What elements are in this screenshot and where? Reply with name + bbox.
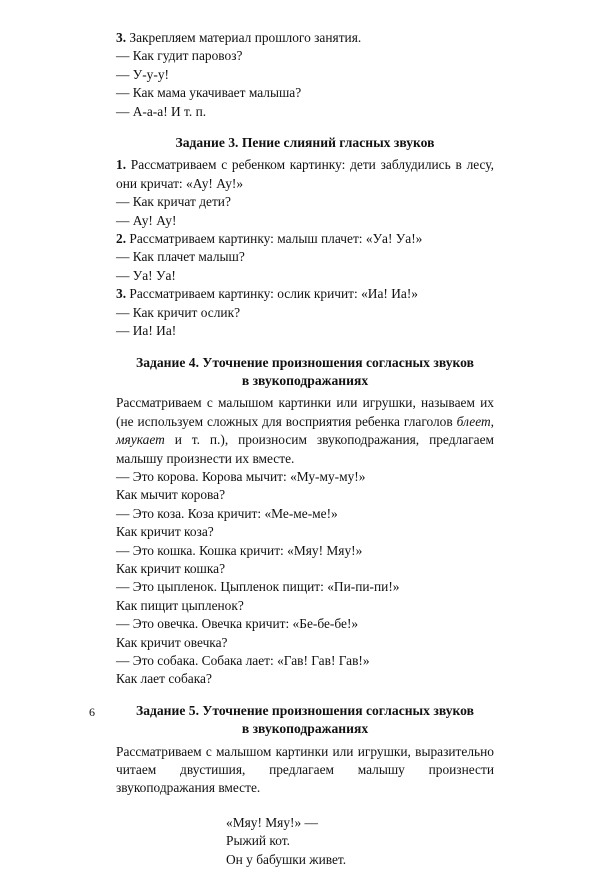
dialogue-line: — Как кричат дети? — [116, 194, 231, 210]
dialogue-line: — Это цыпленок. Цыпленок пищит: «Пи-пи-пи!» — [116, 579, 400, 595]
dialogue-line: — Как гудит паровоз? — [116, 48, 243, 64]
intro-text: и т. п.), произносим звукоподражания, предлагаем малышу произнести их вместе. — [116, 432, 494, 466]
poem — [116, 814, 494, 869]
dialogue-line: — У-у-у! — [116, 66, 169, 82]
dialogue-line: — Это коза. Коза кричит: «Ме-ме-ме!» — [116, 505, 338, 521]
heading-line: Задание 4. Уточнение произношения согласных звуков — [136, 354, 474, 370]
heading-line: в звукоподражаниях — [241, 721, 369, 737]
step-3-paragraph — [116, 29, 494, 47]
intro-text: Рассматриваем с малышом картинки или игрушки, называем их (не используем сложных для восприятия ребенка глаголов — [116, 395, 494, 429]
dialogue-line: Как кричит коза? — [116, 524, 214, 540]
item-number: 1. — [116, 157, 127, 173]
task-5-heading — [116, 702, 494, 739]
poem-line: Рыжий кот. — [226, 833, 290, 849]
dialogue-line: Как мычит корова? — [116, 487, 226, 503]
dialogue-line: — Как мама укачивает малыша? — [116, 85, 302, 101]
dialogue-line: Как кричит овечка? — [116, 634, 228, 650]
dialogue-line: Как пищит цыпленок? — [116, 597, 244, 613]
dialogue-line: Как кричит кошка? — [116, 560, 226, 576]
dialogue-line: — Это овечка. Овечка кричит: «Бе-бе-бе!» — [116, 616, 359, 632]
step-number: 3. — [116, 30, 127, 45]
intro-verb: блеет — [456, 413, 491, 429]
item-text: Рассматриваем картинку: ослик кричит: «Иа! Иа!» — [126, 286, 418, 302]
task-3-item-3 — [116, 285, 494, 303]
dialogue-line: — Это собака. Собака лает: «Гав! Гав! Гав!» — [116, 653, 370, 668]
task-3-item-2 — [116, 230, 494, 248]
intro-verb: мяукает — [116, 432, 165, 448]
item-text: Рассматриваем картинку: малыш плачет: «Уа! Уа!» — [126, 231, 423, 247]
dialogue-line: — Ау! Ау! — [116, 212, 177, 228]
task-4-intro — [116, 394, 494, 468]
dialogue-line: — Это кошка. Кошка кричит: «Мяу! Мяу!» — [116, 542, 363, 558]
dialogue-line: — Как кричит ослик? — [116, 304, 241, 320]
intro-text: , — [490, 413, 494, 429]
poem-line: Он у бабушки живет. — [226, 851, 347, 867]
task-3-item-1 — [116, 156, 494, 193]
poem-line: «Мяу! Мяу!» — — [226, 814, 318, 830]
item-number: 3. — [116, 286, 127, 302]
task-5-intro: Рассматриваем с малышом картинки или игрушки, выразительно читаем двустишия, предлагаем малышу произнести звукоподражания вместе. — [116, 743, 494, 796]
item-number: 2. — [116, 231, 127, 247]
page-number: 6 — [89, 705, 95, 719]
item-text: Рассматриваем с ребенком картинку: дети заблудились в лесу, они кричат: «Ау! Ау!» — [116, 157, 494, 191]
dialogue-line: — А-а-а! И т. п. — [116, 103, 207, 119]
dialogue-line: — Как плачет малыш? — [116, 249, 245, 265]
dialogue-line: — Иа! Иа! — [116, 323, 177, 339]
dialogue-line: — Это корова. Корова мычит: «Му-му-му!» — [116, 468, 366, 484]
dialogue-line: — Уа! Уа! — [116, 267, 176, 283]
heading-line: в звукоподражаниях — [241, 372, 369, 388]
task-3-heading: Задание 3. Пение слияний гласных звуков — [175, 135, 435, 151]
step-text: Закрепляем материал прошлого занятия. — [126, 30, 362, 45]
dialogue-line: Как лает собака? — [116, 671, 212, 687]
page-content — [116, 29, 494, 869]
heading-line: Задание 5. Уточнение произношения согласных звуков — [136, 702, 474, 718]
task-4-heading — [116, 354, 494, 391]
